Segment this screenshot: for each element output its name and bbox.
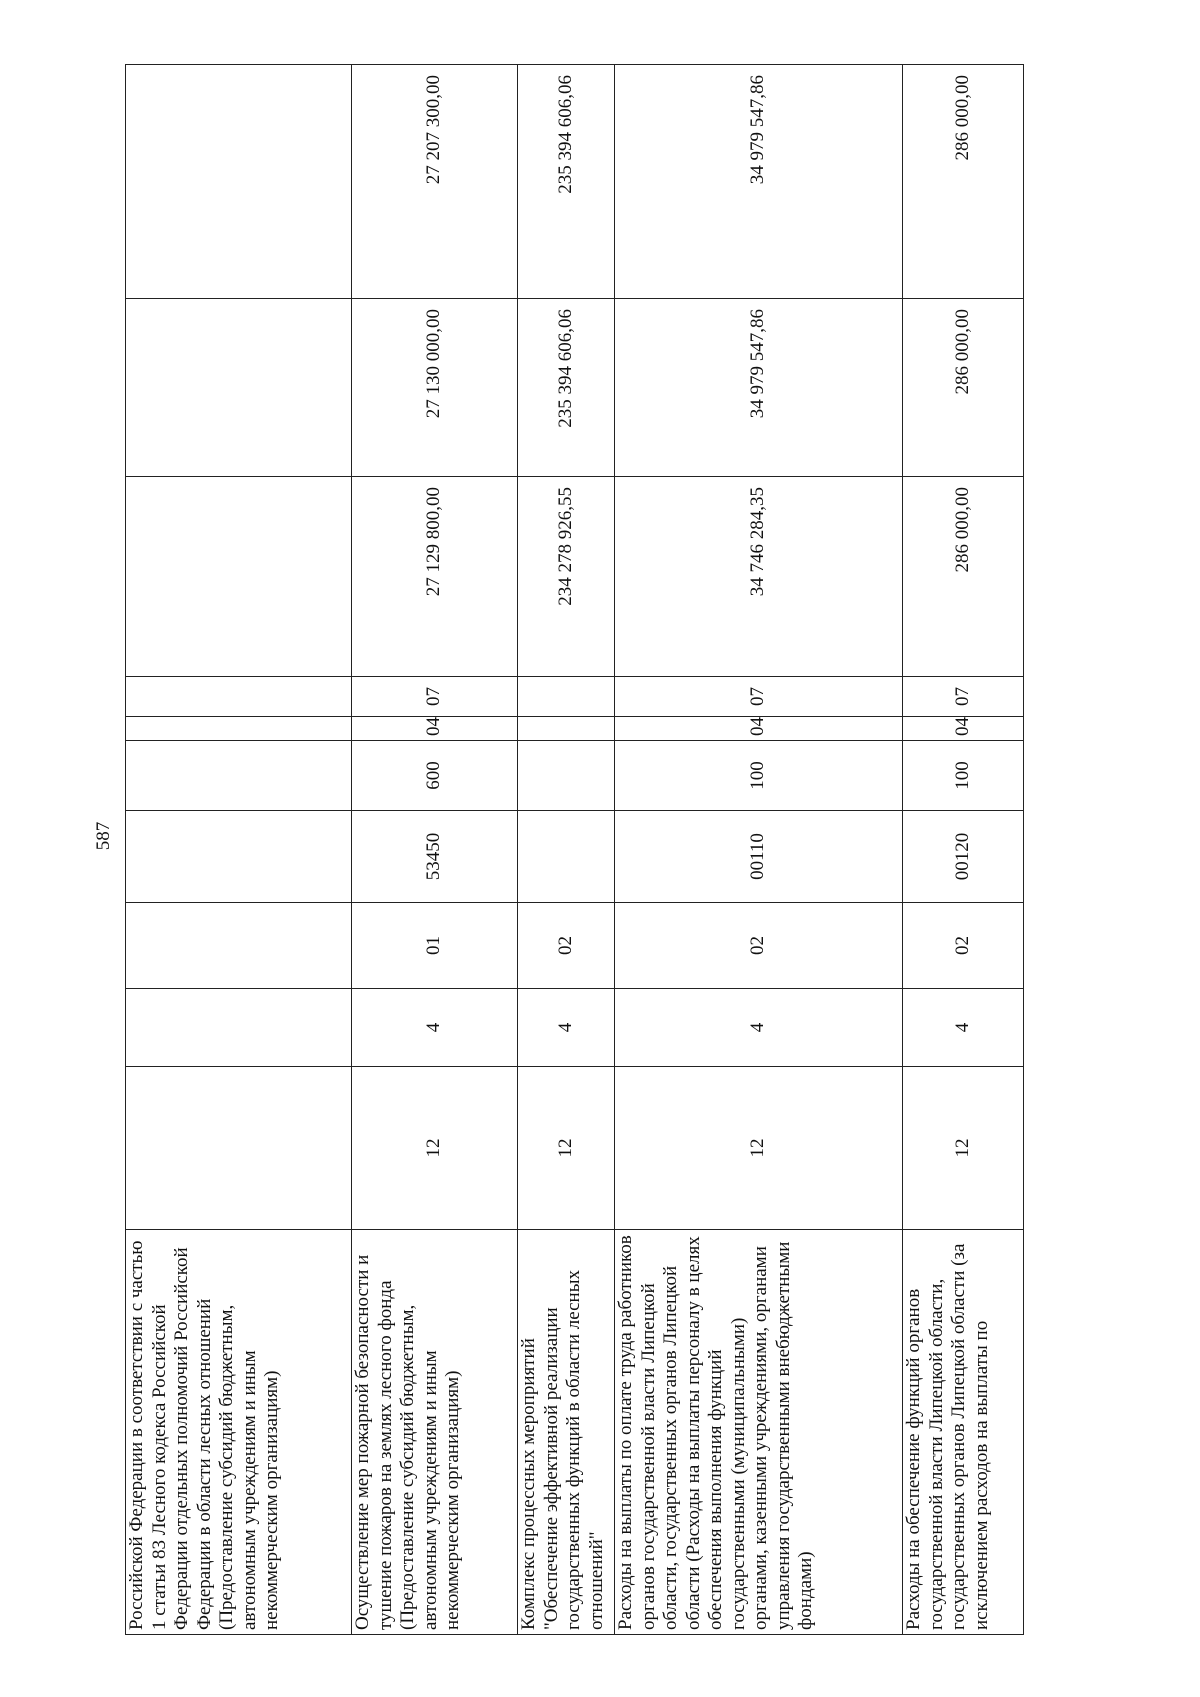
cell-expense-type: 600 (352, 741, 518, 811)
cell-section: 02 (615, 903, 903, 989)
cell-program: 12 (352, 1067, 518, 1230)
cell-amount-2: 34 979 547,86 (615, 299, 903, 477)
cell-expense-type: 100 (615, 741, 903, 811)
cell-amount-3: 286 000,00 (903, 65, 1024, 299)
cell-subprogram: 4 (903, 989, 1024, 1067)
cell-code (126, 811, 352, 903)
cell-section: 01 (352, 903, 518, 989)
cell-subprogram (126, 989, 352, 1067)
cell-code: 00110 (615, 811, 903, 903)
row-name: Расходы на выплаты по оплате труда работников органов государственной власти Липецкой области, государственных органов Липецкой области (Расходы на выплаты персоналу в целях обеспечения выполнения функций государственными (муниципальными) органами, казенными учреждениями, органами управления государственными внебюджетными фондами) (615, 1230, 903, 1635)
table-row (615, 65, 903, 1635)
cell-amount-2: 235 394 606,06 (518, 299, 615, 477)
cell-program: 12 (615, 1067, 903, 1230)
cell-subprogram: 4 (352, 989, 518, 1067)
cell-code: 53450 (352, 811, 518, 903)
cell-expense-type (518, 741, 615, 811)
cell-amount-2: 27 130 000,00 (352, 299, 518, 477)
cell-subdivision: 07 (903, 677, 1024, 717)
cell-code (518, 811, 615, 903)
cell-division (126, 717, 352, 741)
cell-division: 04 (615, 717, 903, 741)
page-number: 587 (93, 821, 114, 851)
cell-amount-2 (126, 299, 352, 477)
cell-amount-1: 234 278 926,55 (518, 477, 615, 677)
cell-division: 04 (903, 717, 1024, 741)
cell-amount-3: 34 979 547,86 (615, 65, 903, 299)
cell-expense-type: 100 (903, 741, 1024, 811)
rotated-page-content (125, 65, 1075, 1635)
cell-subdivision: 07 (352, 677, 518, 717)
table-row (903, 65, 1024, 1635)
cell-subdivision (518, 677, 615, 717)
cell-subprogram: 4 (615, 989, 903, 1067)
row-name: Комплекс процессных мероприятий "Обеспечение эффективной реализации государственных функций в области лесных отношений" (518, 1230, 615, 1635)
cell-division (518, 717, 615, 741)
table-row (126, 65, 352, 1635)
cell-amount-1 (126, 477, 352, 677)
cell-section: 02 (903, 903, 1024, 989)
cell-expense-type (126, 741, 352, 811)
cell-amount-2: 286 000,00 (903, 299, 1024, 477)
row-name: Российской Федерации в соответствии с частью 1 статьи 83 Лесного кодекса Российской Федерации отдельных полномочий Российской Федерации в области лесных отношений (Предоставление субсидий бюджетным, автономным учреждениям и иным некоммерческим организациям) (126, 1230, 352, 1635)
budget-table (125, 64, 1024, 1635)
table-row (518, 65, 615, 1635)
cell-amount-3: 27 207 300,00 (352, 65, 518, 299)
cell-subdivision: 07 (615, 677, 903, 717)
cell-program (126, 1067, 352, 1230)
cell-amount-3: 235 394 606,06 (518, 65, 615, 299)
cell-code: 00120 (903, 811, 1024, 903)
cell-amount-1: 34 746 284,35 (615, 477, 903, 677)
cell-amount-1: 286 000,00 (903, 477, 1024, 677)
cell-section (126, 903, 352, 989)
row-name: Осуществление мер пожарной безопасности и тушение пожаров на землях лесного фонда (Предоставление субсидий бюджетным, автономным учреждениям и иным некоммерческим организациям) (352, 1230, 518, 1635)
cell-division: 04 (352, 717, 518, 741)
cell-program: 12 (903, 1067, 1024, 1230)
cell-subdivision (126, 677, 352, 717)
cell-amount-1: 27 129 800,00 (352, 477, 518, 677)
table-row (352, 65, 518, 1635)
cell-program: 12 (518, 1067, 615, 1230)
cell-section: 02 (518, 903, 615, 989)
cell-subprogram: 4 (518, 989, 615, 1067)
cell-amount-3 (126, 65, 352, 299)
row-name: Расходы на обеспечение функций органов государственной власти Липецкой области, государственных органов Липецкой области (за исключением расходов на выплаты по (903, 1230, 1024, 1635)
